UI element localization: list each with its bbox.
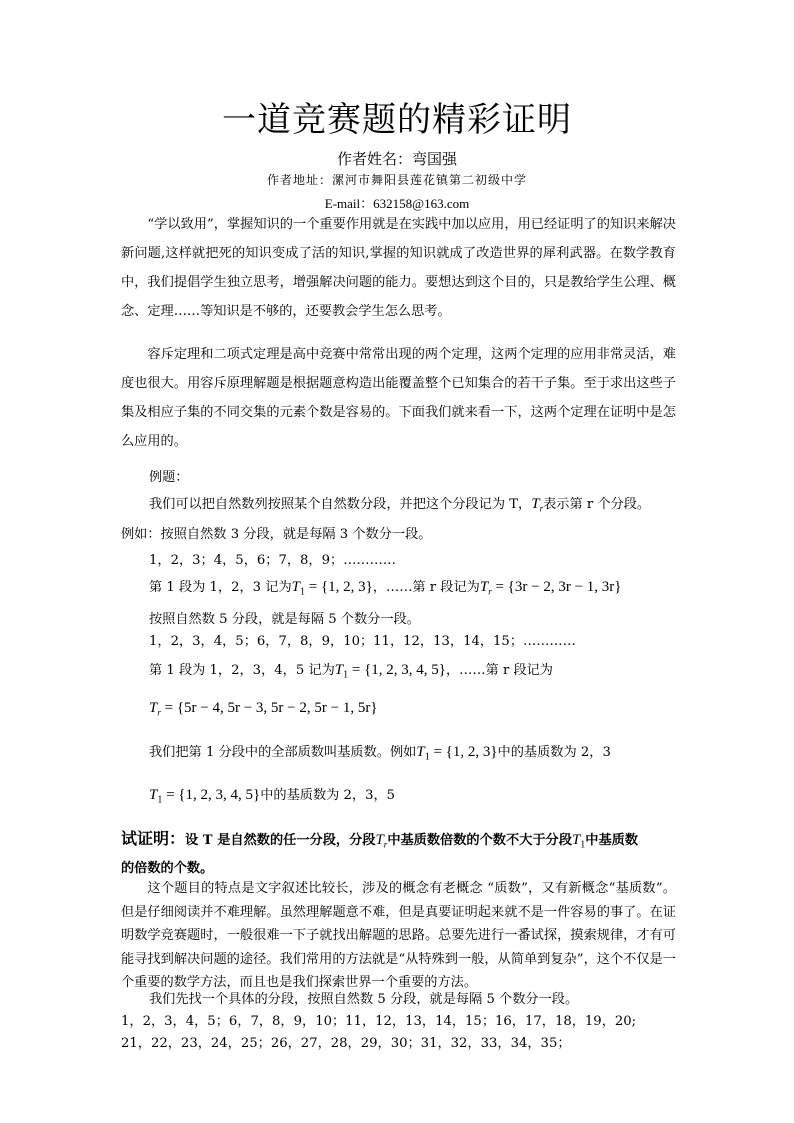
segment-by-5: 第 1 段为 1，2，3，4，5 记为$T_1 = \{1$, 2, 3, 4, 5}，……第 r 段记为 <box>149 662 553 681</box>
document-title: 一道竞赛题的精彩证明 <box>222 100 572 140</box>
author-address: 作者地址：漯河市舞阳县莲花镇第二初级中学 <box>266 173 527 187</box>
definition-by-5: 按照自然数 5 分段，就是每隔 5 个数分一段。 <box>149 612 420 627</box>
author-name: 作者姓名：弯国强 <box>336 150 457 168</box>
author-email: E-mail：632158@163.com <box>324 196 470 211</box>
proof-statement: 试证明：设 T 是自然数的任一分段，分段$T_r$中基质数倍数的个数不大于分段$T_1$中基质数 <box>121 829 639 851</box>
example-label: 例题： <box>149 470 189 485</box>
proof-statement-line-2: 的倍数的个数。 <box>121 861 214 876</box>
base-prime-definition: 我们把第 1 分段中的全部质数叫基质数。例如$T_1 = \{1$, 2, 3}中的基质数为 2，3 <box>149 744 611 763</box>
sequence-by-5: 1，2，3，4，5；6，7，8，9，10；11，12，13，14，15；………… <box>149 634 576 649</box>
proof-heading: 试证明： <box>121 829 186 848</box>
intro-paragraph-2: 容斥定理和二项式定理是高中竞赛中常常出现的两个定理，这两个定理的应用非常灵活，难度也很大。用容斥原理解题是根据题意构造出能覆盖整个已知集合的若干子集。至于求出这些子集及相应子集的不同交集的元素个数是容易的。下面我们就来看一下，这两个定理在证明中是怎么应用的。 <box>121 347 676 449</box>
sequence-line-a: 1，2，3，4，5；6，7，8，9，10；11，12，13，14，15；16，17，18，19，20; <box>121 1014 637 1029</box>
intro-paragraph-1: “学以致用”，掌握知识的一个重要作用就是在实践中加以应用，用已经证明了的知识来解决新问题,这样就把死的知识变成了活的知识,掌握的知识就成了改造世界的犀利武器。在数学教育中，我们提倡学生独立思考，增强解决问题的能力。要想达到这个目的，只是教给学生公理、概念、定理……等知识是不够的，还要教会学生怎么思考。 <box>121 217 676 319</box>
base-prime-example: $T_1 = \{1$, 2, 3, 4, 5}中的基质数为 2，3，5 <box>149 787 396 806</box>
definition-line-2: 例如：按照自然数 3 分段，就是每隔 3 个数分一段。 <box>121 527 432 542</box>
segment-by-5-general: $T_r = \{5r - 4$, 5r − 3, 5r − 2, 5r − 1, 5r} <box>149 700 378 718</box>
body-paragraph-1: 这个题目的特点是文字叙述比较长，涉及的概念有老概念 “质数”，又有新概念“基质数”。但是仔细阅读并不难理解。虽然理解题意不难，但是真要证明起来就不是一件容易的事了。在证明数学竞赛题时，一般很难一下子就找出解题的思路。总要先进行一番试探，摸索规律，才有可能寻找到解决问题的途径。我们常用的方法就是“从特殊到一般，从简单到复杂”，这个不仅是一个重要的数学方法，而且也是我们探索世界一个重要的方法。 <box>121 881 676 990</box>
segment-by-3: 第 1 段为 1，2，3 记为$T_1 = \{1$, 2, 3}，……第 r 段记为$T_r = \{3r - 2$, 3r − 1, 3r} <box>149 579 622 598</box>
body-paragraph-2: 我们先找一个具体的分段，按照自然数 5 分段，就是每隔 5 个数分一段。 <box>149 992 579 1007</box>
definition-line-1: 我们可以把自然数列按照某个自然数分段，并把这个分段记为 T，$T_r$表示第 r 个分段。 <box>149 496 651 514</box>
sequence-by-3: 1，2，3；4，5，6；7，8，9；………… <box>149 553 396 568</box>
sequence-line-b: 21，22，23，24，25；26，27，28，29，30；31，32，33，34，35； <box>121 1036 571 1051</box>
